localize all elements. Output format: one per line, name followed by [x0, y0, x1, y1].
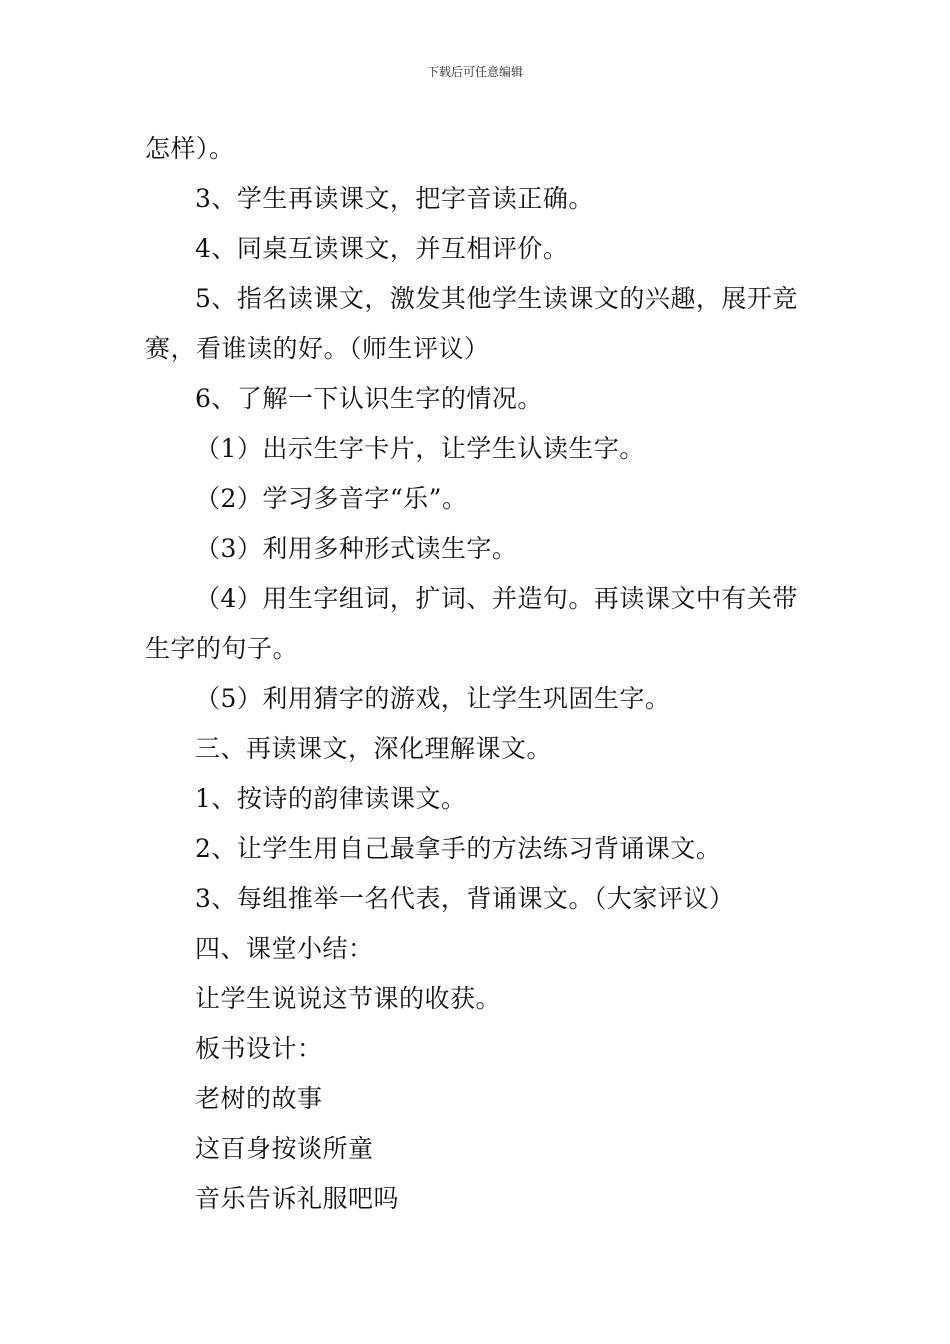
blackboard-title: 老树的故事 [195, 1084, 323, 1113]
text-line-sub-4-cont: 生字的句子。 [145, 634, 299, 663]
text-line-summary: 让学生说说这节课的收获。 [195, 984, 502, 1013]
section-heading-4: 四、课堂小结： [195, 934, 374, 963]
text-line-sub-5: （5）利用猜字的游戏，让学生巩固生字。 [195, 684, 671, 713]
text-line-sub-4: （4）用生字组词，扩词、并造句。再读课文中有关带 [195, 584, 798, 613]
text-line-step-3: 3、学生再读课文，把字音读正确。 [195, 184, 594, 213]
blackboard-chars-row-1: 这百身按谈所童 [195, 1134, 374, 1163]
text-line-step-6: 6、了解一下认识生字的情况。 [195, 384, 543, 413]
text-line-sub-1: （1）出示生字卡片，让学生认读生字。 [195, 434, 645, 463]
blackboard-chars-row-2: 音乐告诉礼服吧吗 [195, 1184, 400, 1213]
page-header: 下载后可任意编辑 [426, 65, 523, 79]
text-line-s3-step-1: 1、按诗的韵律读课文。 [195, 784, 467, 813]
text-line-s3-step-2: 2、让学生用自己最拿手的方法练习背诵课文。 [195, 834, 722, 863]
text-line-sub-3: （3）利用多种形式读生字。 [195, 534, 518, 563]
text-line-continuation: 怎样）。 [145, 134, 235, 163]
blackboard-design-label: 板书设计： [195, 1034, 323, 1063]
text-line-step-4: 4、同桌互读课文，并互相评价。 [195, 234, 569, 263]
text-line-step-5-cont: 赛，看谁读的好。（师生评议） [145, 334, 490, 363]
section-heading-3: 三、再读课文，深化理解课文。 [195, 734, 553, 763]
text-line-s3-step-3: 3、每组推举一名代表，背诵课文。（大家评议） [195, 884, 735, 913]
text-line-step-5: 5、指名读课文，激发其他学生读课文的兴趣，展开竞 [195, 284, 798, 313]
text-line-sub-2: （2）学习多音字“乐”。 [195, 484, 468, 513]
